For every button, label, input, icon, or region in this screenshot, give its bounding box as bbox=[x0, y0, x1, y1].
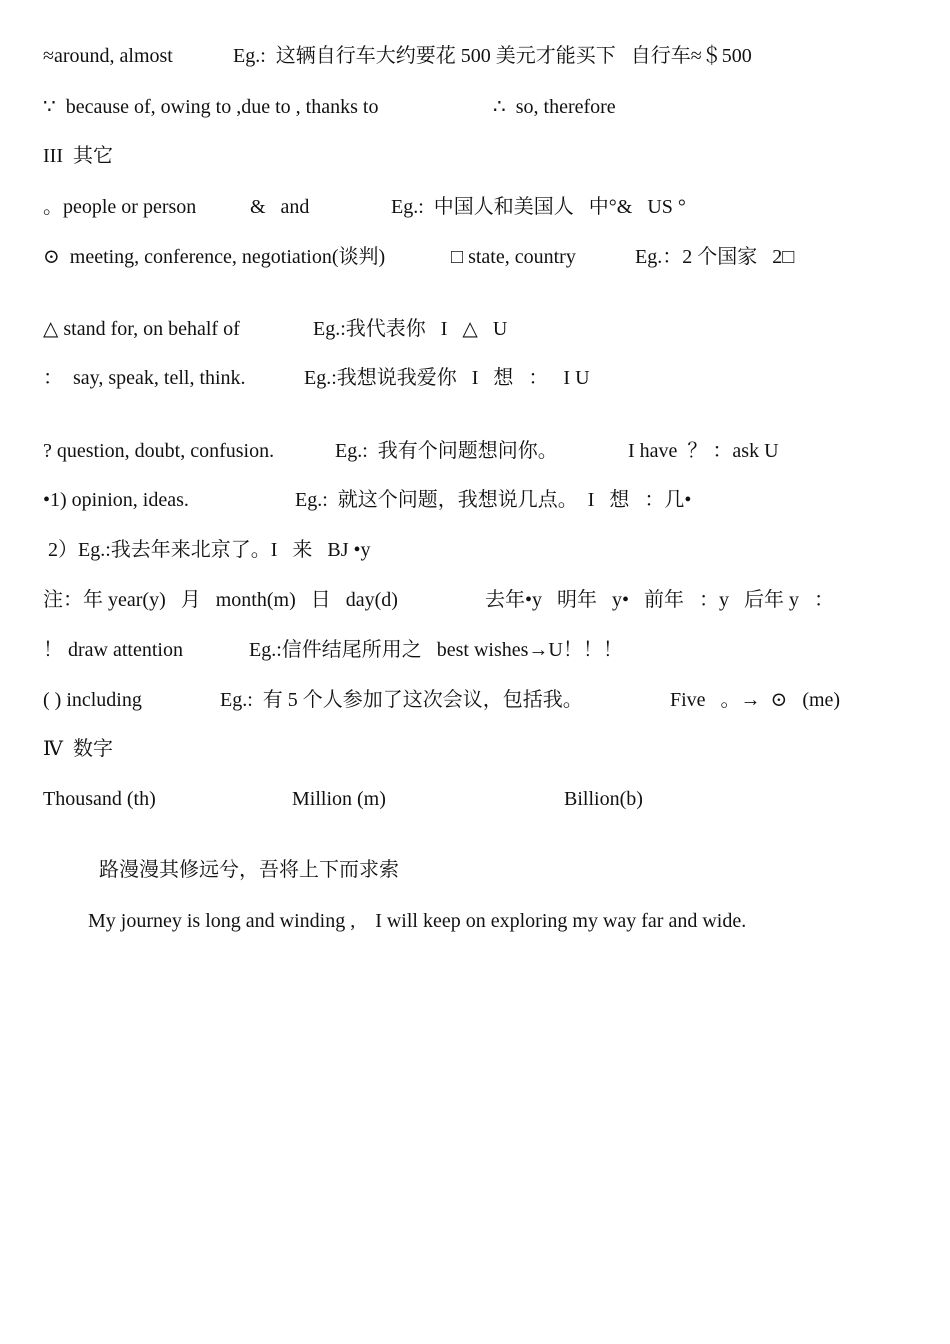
number-unit: Billion(b) bbox=[564, 788, 643, 810]
section-heading: Ⅳ 数字 bbox=[43, 738, 113, 760]
example: Eg.:我想说我爱你 I 想 ： I U bbox=[304, 367, 590, 389]
symbol-definition: ： say, speak, tell, think. bbox=[43, 367, 246, 389]
section-heading-others bbox=[0, 144, 113, 168]
line-attention bbox=[0, 638, 623, 662]
line-say bbox=[0, 366, 590, 390]
section-heading: III 其它 bbox=[43, 145, 113, 167]
example: Eg.: 这辆自行车大约要花 500 美元才能买下 自行车≈＄500 bbox=[233, 45, 752, 67]
example: Eg.: 有 5 个人参加了这次会议，包括我。 bbox=[220, 689, 583, 711]
line-note-dates bbox=[0, 588, 835, 612]
number-unit: Million (m) bbox=[292, 788, 386, 810]
symbol-definition: ∴ so, therefore bbox=[493, 96, 616, 118]
line-approx bbox=[0, 44, 752, 68]
line-including bbox=[0, 688, 841, 712]
example: Eg.：2 个国家 2□ bbox=[635, 246, 795, 268]
line-meeting-state bbox=[0, 245, 795, 269]
example: Eg.:我代表你 I △ U bbox=[313, 318, 508, 340]
example-notation: Five 。→ ⊙ (me) bbox=[670, 689, 841, 711]
note: 注：年 year(y) 月 month(m) 日 day(d) bbox=[43, 589, 398, 611]
number-unit: Thousand (th) bbox=[43, 788, 156, 810]
quote-text: My journey is long and winding , I will keep on exploring my way far and wide. bbox=[88, 910, 747, 932]
symbol-definition: △ stand for, on behalf of bbox=[43, 318, 240, 340]
symbol-definition: 。people or person bbox=[43, 196, 197, 218]
line-question bbox=[0, 439, 779, 463]
line-number-units bbox=[0, 787, 643, 811]
example: Eg.: 就这个问题，我想说几点。 I 想 ：几• bbox=[295, 489, 692, 511]
example-notation: I have ？ ：ask U bbox=[628, 440, 779, 462]
symbol-definition: ? question, doubt, confusion. bbox=[43, 440, 275, 462]
symbol-definition: ≈around, almost bbox=[43, 45, 173, 67]
example: 2）Eg.:我去年来北京了。I 来 BJ •y bbox=[43, 539, 371, 561]
symbol-definition: ⊙ meeting, conference, negotiation(谈判) bbox=[43, 246, 386, 268]
symbol-definition: ！ draw attention bbox=[43, 639, 183, 661]
section-heading-numbers bbox=[0, 737, 113, 761]
symbol-definition: •1) opinion, ideas. bbox=[43, 489, 189, 511]
line-because-therefore bbox=[0, 95, 616, 119]
line-stand-for bbox=[0, 317, 508, 341]
symbol-definition: ( ) including bbox=[43, 689, 142, 711]
quote-text: 路漫漫其修远兮，吾将上下而求索 bbox=[99, 859, 399, 881]
note: 去年•y 明年 y• 前年 ：y 后年 y ： bbox=[485, 589, 835, 611]
line-people-and bbox=[0, 195, 686, 219]
quote-chinese bbox=[0, 858, 399, 882]
line-opinion bbox=[0, 488, 692, 512]
quote-english bbox=[0, 909, 747, 933]
example: Eg.:信件结尾所用之 best wishes→U！！！ bbox=[249, 639, 623, 661]
symbol-definition: □ state, country bbox=[451, 246, 576, 268]
example: Eg.: 中国人和美国人 中°& US ° bbox=[391, 196, 686, 218]
symbol-definition: ∵ because of, owing to ,due to , thanks to bbox=[43, 96, 379, 118]
symbol-definition: & and bbox=[250, 196, 310, 218]
example: Eg.: 我有个问题想问你。 bbox=[335, 440, 558, 462]
line-opinion-example-2 bbox=[0, 538, 371, 562]
